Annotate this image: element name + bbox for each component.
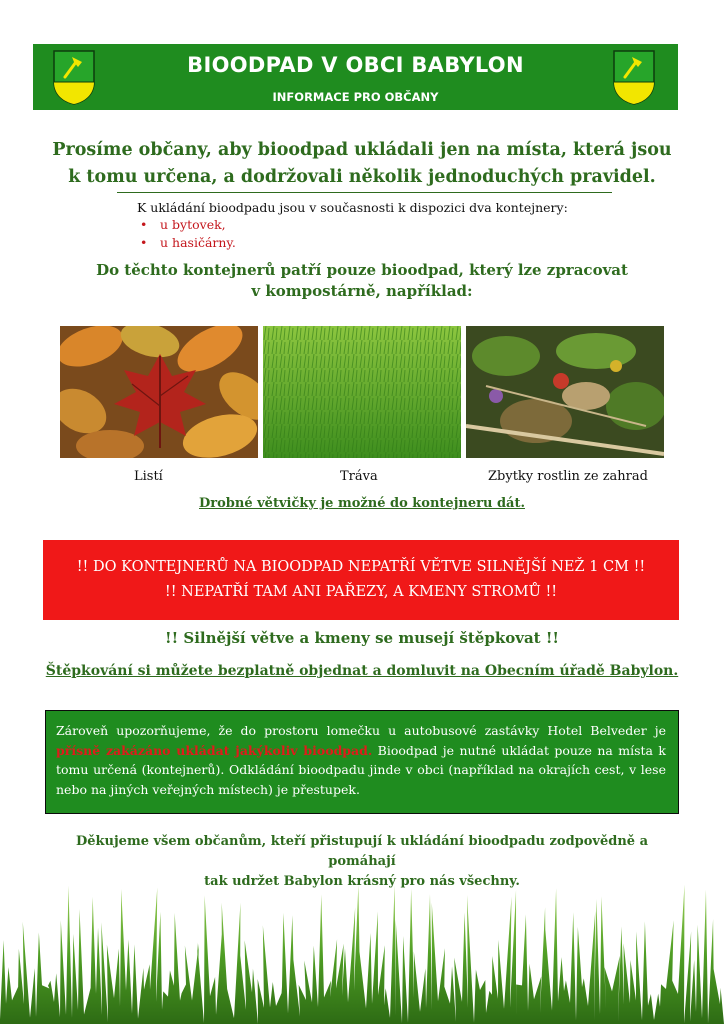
chipping-order-info: Štěpkování si můžete bezplatně objednat a domluvit na Obecním úřadě Babylon. (45, 663, 679, 679)
header-banner (33, 44, 678, 110)
list-item: • u bytovek, (140, 216, 236, 234)
grass-footer-image (0, 866, 724, 1024)
municipal-crest-icon (611, 48, 657, 106)
chipping-notice: !! Silnější větve a kmeny se musejí štěpkovat !! (164, 629, 559, 647)
notice-highlight: přísně zakázáno ukládat jakýkoliv bioodpad. (56, 742, 373, 758)
heading-line: Do těchto kontejnerů patří pouze bioodpad, který lze zpracovat (96, 261, 628, 279)
intro-request (40, 137, 684, 191)
photo-caption: Tráva (340, 469, 378, 484)
page-subtitle: INFORMACE PRO OBČANY (272, 90, 439, 104)
photo-caption: Zbytky rostlin ze zahrad (488, 469, 648, 484)
twigs-note: Drobné větvičky je možné do kontejneru dát. (198, 496, 525, 511)
heading-line: v kompostárně, například: (251, 282, 473, 300)
list-item: • u hasičárny. (140, 234, 236, 252)
notice-text: Bioodpad je nutné ukládat pouze na místa k tomu určená (kontejnerů). Odkládání bioodpadu jinde v obci (například na okrajích cest, v lese nebo na jiných veřejných místech) je přestupek. (56, 742, 666, 797)
prohibition-notice (45, 710, 679, 814)
thanks-line: tak udržet Babylon krásný pro nás všechny. (204, 874, 520, 889)
thanks-line: Děkujeme všem občanům, kteří přistupují k ukládání bioodpadu zodpovědně a pomáhají (75, 834, 649, 869)
intro-line: k tomu určena, a dodržovali několik jednoduchých pravidel. (68, 167, 656, 187)
grass-photo (263, 326, 461, 458)
warning-line: !! DO KONTEJNERŮ NA BIOODPAD NEPATŘÍ VĚTVE SILNĚJŠÍ NEŽ 1 CM !! (76, 559, 646, 575)
intro-line: Prosíme občany, aby bioodpad ukládali jen na místa, která jsou (52, 140, 672, 160)
availability-text: K ukládání bioodpadu jsou v současnosti k dispozici dva kontejnery: (137, 200, 568, 215)
allowed-waste-heading (80, 260, 644, 302)
garden-waste-photo (466, 326, 664, 458)
container-locations-list (140, 216, 236, 252)
photo-caption: Listí (134, 469, 163, 484)
page-title: BIOODPAD V OBCI BABYLON (187, 53, 524, 77)
notice-text: Zároveň upozorňujeme, že do prostoru lomečku u autobusové zastávky Hotel Belveder je (56, 723, 666, 738)
divider (117, 192, 612, 193)
leaves-photo (60, 326, 258, 458)
warning-banner (43, 540, 679, 620)
warning-line: !! NEPATŘÍ TAM ANI PAŘEZY, A KMENY STROMŮ !! (164, 584, 558, 600)
